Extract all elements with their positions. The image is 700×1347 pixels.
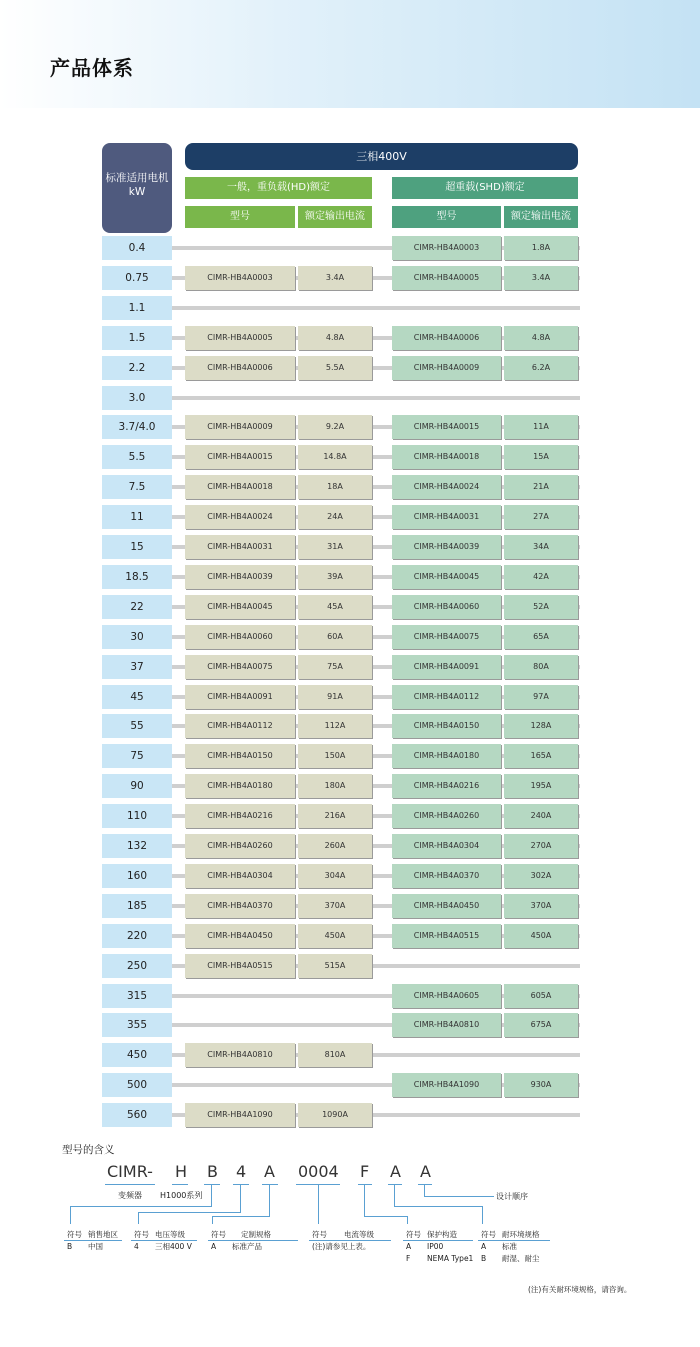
shd-model-cell: CIMR-HB4A0150 [392,714,501,738]
connector-protection-h [364,1216,408,1217]
shd-current-cell: 97A [504,685,578,709]
hd-model-cell: CIMR-HB4A0031 [185,535,295,559]
kw-header-line1: 标准适用电机 [105,172,169,184]
shd-model-cell: CIMR-HB4A0045 [392,565,501,589]
protection-r2c1: F [406,1253,411,1263]
hd-model-cell: CIMR-HB4A0180 [185,774,295,798]
shd-current-cell: 128A [504,714,578,738]
protection-h1: 符号 [406,1229,421,1239]
kw-cell: 1.5 [102,326,172,350]
shd-current-cell: 65A [504,625,578,649]
kw-cell: 110 [102,804,172,828]
code-part-spec: A [264,1162,275,1181]
voltage-h1: 符号 [134,1229,149,1239]
connector-region-h [70,1206,212,1207]
kw-cell: 1.1 [102,296,172,320]
hd-model-cell: CIMR-HB4A0260 [185,834,295,858]
hd-model-cell: CIMR-HB4A1090 [185,1103,295,1127]
kw-cell: 0.4 [102,236,172,260]
environment-r1c2: 标准 [502,1241,517,1251]
hd-current-cell: 515A [298,954,372,978]
shd-current-cell: 165A [504,744,578,768]
code-part-design: A [420,1162,431,1181]
hd-current-cell: 75A [298,655,372,679]
shd-current-cell: 302A [504,864,578,888]
hd-model-cell: CIMR-HB4A0091 [185,685,295,709]
environment-r2c1: B [481,1253,487,1263]
region-c2: 中国 [88,1241,103,1251]
kw-cell: 355 [102,1013,172,1037]
hd-model-cell: CIMR-HB4A0005 [185,326,295,350]
connector-voltage-h [138,1212,241,1213]
environment-table-rule [478,1240,550,1241]
shd-model-cell: CIMR-HB4A0060 [392,595,501,619]
hd-current-cell: 5.5A [298,356,372,380]
connector-voltage-v [240,1185,241,1213]
kw-header [102,143,172,233]
hd-model-cell: CIMR-HB4A0515 [185,954,295,978]
spec-table-rule [208,1240,298,1241]
shd-model-cell: CIMR-HB4A0015 [392,415,501,439]
shd-current-cell: 15A [504,445,578,469]
connector-environment-v [394,1185,395,1207]
hd-current-cell: 304A [298,864,372,888]
spec-h2: 定制规格 [241,1229,271,1239]
hd-current-cell: 9.2A [298,415,372,439]
connector-protection-v [364,1185,365,1217]
shd-current-cell: 6.2A [504,356,578,380]
meaning-title: 型号的含义 [62,1144,115,1156]
shd-current-cell: 80A [504,655,578,679]
kw-cell: 7.5 [102,475,172,499]
shd-model-cell: CIMR-HB4A0450 [392,894,501,918]
hd-model-cell: CIMR-HB4A0015 [185,445,295,469]
kw-cell: 160 [102,864,172,888]
code-part-region: B [207,1162,218,1181]
environment-r2c2: 耐湿、耐尘 [502,1253,540,1263]
connector-current-v [318,1185,319,1224]
kw-cell: 55 [102,714,172,738]
underline-environment [388,1184,402,1185]
region-h2: 销售地区 [88,1229,118,1239]
underline-voltage [233,1184,249,1185]
kw-cell: 30 [102,625,172,649]
hd-rating-header: 一般，重负载(HD)额定 [185,177,372,199]
kw-cell: 3.7/4.0 [102,415,172,439]
shd-model-cell: CIMR-HB4A0024 [392,475,501,499]
shd-model-cell: CIMR-HB4A0370 [392,864,501,888]
hd-current-cell: 91A [298,685,372,709]
shd-current-cell: 240A [504,804,578,828]
region-table-rule [64,1240,122,1241]
current-c1: (注)请参见上表。 [312,1241,371,1251]
voltage-h2: 电压等级 [155,1229,185,1239]
region-c1: B [67,1241,73,1251]
code-part-environment: A [390,1162,401,1181]
shd-current-cell: 21A [504,475,578,499]
connector-region-drop [70,1206,71,1224]
connector-design-h [424,1196,494,1197]
protection-r1c2: IP00 [427,1241,444,1251]
hd-model-cell: CIMR-HB4A0370 [185,894,295,918]
page-title: 产品体系 [50,56,134,80]
hd-current-header: 额定输出电流 [298,206,372,228]
hd-current-cell: 150A [298,744,372,768]
shd-current-cell: 675A [504,1013,578,1037]
kw-cell: 45 [102,685,172,709]
shd-model-cell: CIMR-HB4A0018 [392,445,501,469]
kw-cell: 11 [102,505,172,529]
voltage-c2: 三相400 V [155,1241,192,1251]
shd-current-cell: 1.8A [504,236,578,260]
underline-spec [262,1184,278,1185]
kw-cell: 220 [102,924,172,948]
shd-current-cell: 52A [504,595,578,619]
hd-model-cell: CIMR-HB4A0075 [185,655,295,679]
protection-table-rule [403,1240,473,1241]
connector-spec-v [269,1185,270,1217]
connector-protection-drop [407,1216,408,1224]
shd-model-cell: CIMR-HB4A0031 [392,505,501,529]
kw-cell: 22 [102,595,172,619]
hd-model-cell: CIMR-HB4A0216 [185,804,295,828]
shd-model-cell: CIMR-HB4A0605 [392,984,501,1008]
row-connector-line [172,396,580,400]
kw-cell: 250 [102,954,172,978]
kw-cell: 315 [102,984,172,1008]
voltage-header: 三相400V [185,143,578,170]
kw-cell: 0.75 [102,266,172,290]
hd-current-cell: 810A [298,1043,372,1067]
protection-h2: 保护构造 [427,1229,457,1239]
kw-cell: 185 [102,894,172,918]
hd-current-cell: 450A [298,924,372,948]
hd-current-cell: 112A [298,714,372,738]
underline-series [105,1184,155,1185]
hd-current-cell: 60A [298,625,372,649]
label-design: 设计顺序 [496,1192,528,1201]
shd-current-header: 额定输出电流 [504,206,578,228]
code-part-series: CIMR- [107,1162,153,1181]
shd-current-cell: 27A [504,505,578,529]
code-part-current: 0004 [298,1162,339,1181]
kw-cell: 75 [102,744,172,768]
shd-current-cell: 34A [504,535,578,559]
hd-model-cell: CIMR-HB4A0009 [185,415,295,439]
kw-cell: 90 [102,774,172,798]
hd-model-cell: CIMR-HB4A0003 [185,266,295,290]
shd-model-cell: CIMR-HB4A0039 [392,535,501,559]
hd-model-cell: CIMR-HB4A0150 [185,744,295,768]
shd-model-cell: CIMR-HB4A0003 [392,236,501,260]
shd-model-cell: CIMR-HB4A0810 [392,1013,501,1037]
kw-cell: 37 [102,655,172,679]
shd-current-cell: 270A [504,834,578,858]
kw-cell: 3.0 [102,386,172,410]
connector-environment-h [394,1206,483,1207]
code-part-protection: F [360,1162,370,1181]
hd-current-cell: 260A [298,834,372,858]
spec-c2: 标准产品 [232,1241,262,1251]
kw-cell: 500 [102,1073,172,1097]
environment-h1: 符号 [481,1229,496,1239]
region-h1: 符号 [67,1229,82,1239]
shd-model-cell: CIMR-HB4A0260 [392,804,501,828]
code-part-h: H [175,1162,188,1181]
shd-current-cell: 370A [504,894,578,918]
kw-cell: 18.5 [102,565,172,589]
kw-header-line2: kW [128,186,146,198]
shd-model-cell: CIMR-HB4A0005 [392,266,501,290]
connector-spec-drop [212,1216,213,1224]
protection-r1c1: A [406,1241,412,1251]
kw-cell: 5.5 [102,445,172,469]
hd-current-cell: 45A [298,595,372,619]
shd-current-cell: 605A [504,984,578,1008]
hd-current-cell: 370A [298,894,372,918]
kw-cell: 15 [102,535,172,559]
shd-model-cell: CIMR-HB4A0180 [392,744,501,768]
shd-current-cell: 195A [504,774,578,798]
connector-environment-drop [482,1206,483,1224]
hd-current-cell: 216A [298,804,372,828]
shd-model-cell: CIMR-HB4A0009 [392,356,501,380]
code-part-voltage: 4 [236,1162,247,1181]
current-h2: 电流等级 [344,1229,374,1239]
shd-model-cell: CIMR-HB4A0304 [392,834,501,858]
hd-model-header: 型号 [185,206,295,228]
shd-model-cell: CIMR-HB4A1090 [392,1073,501,1097]
hd-current-cell: 31A [298,535,372,559]
shd-model-cell: CIMR-HB4A0515 [392,924,501,948]
hd-model-cell: CIMR-HB4A0450 [185,924,295,948]
label-inverter: 变频器 [118,1191,142,1200]
hd-current-cell: 1090A [298,1103,372,1127]
footnote: (注)有关耐环境规格，请咨询。 [528,1285,632,1294]
voltage-table-rule [131,1240,197,1241]
underline-protection [358,1184,372,1185]
current-h1: 符号 [312,1229,327,1239]
shd-model-cell: CIMR-HB4A0091 [392,655,501,679]
hd-current-cell: 18A [298,475,372,499]
shd-model-cell: CIMR-HB4A0075 [392,625,501,649]
kw-cell: 132 [102,834,172,858]
shd-current-cell: 11A [504,415,578,439]
hd-model-cell: CIMR-HB4A0810 [185,1043,295,1067]
underline-region [204,1184,220,1185]
shd-current-cell: 4.8A [504,326,578,350]
hd-model-cell: CIMR-HB4A0024 [185,505,295,529]
row-connector-line [172,306,580,310]
shd-current-cell: 930A [504,1073,578,1097]
label-series: H1000系列 [160,1191,203,1200]
hd-model-cell: CIMR-HB4A0039 [185,565,295,589]
hd-current-cell: 4.8A [298,326,372,350]
hd-model-cell: CIMR-HB4A0304 [185,864,295,888]
kw-cell: 560 [102,1103,172,1127]
hd-model-cell: CIMR-HB4A0045 [185,595,295,619]
connector-voltage-drop [138,1212,139,1224]
hd-model-cell: CIMR-HB4A0018 [185,475,295,499]
shd-current-cell: 3.4A [504,266,578,290]
environment-h2: 耐环境规格 [502,1229,540,1239]
hd-model-cell: CIMR-HB4A0006 [185,356,295,380]
underline-h [172,1184,188,1185]
connector-spec-h [212,1216,270,1217]
hd-model-cell: CIMR-HB4A0060 [185,625,295,649]
shd-model-cell: CIMR-HB4A0216 [392,774,501,798]
spec-c1: A [211,1241,217,1251]
shd-current-cell: 450A [504,924,578,948]
environment-r1c1: A [481,1241,487,1251]
protection-r2c2: NEMA Type1 [427,1253,474,1263]
connector-region-v [211,1185,212,1207]
current-table-rule [309,1240,391,1241]
hd-current-cell: 3.4A [298,266,372,290]
underline-design [418,1184,432,1185]
shd-model-header: 型号 [392,206,501,228]
kw-cell: 2.2 [102,356,172,380]
shd-model-cell: CIMR-HB4A0112 [392,685,501,709]
shd-rating-header: 超重载(SHD)额定 [392,177,578,199]
voltage-c1: 4 [134,1241,139,1251]
environment-table [478,1228,543,1264]
kw-cell: 450 [102,1043,172,1067]
shd-model-cell: CIMR-HB4A0006 [392,326,501,350]
hd-model-cell: CIMR-HB4A0112 [185,714,295,738]
hd-current-cell: 180A [298,774,372,798]
shd-current-cell: 42A [504,565,578,589]
hd-current-cell: 39A [298,565,372,589]
protection-table [403,1228,476,1264]
hd-current-cell: 14.8A [298,445,372,469]
hd-current-cell: 24A [298,505,372,529]
spec-h1: 符号 [211,1229,226,1239]
